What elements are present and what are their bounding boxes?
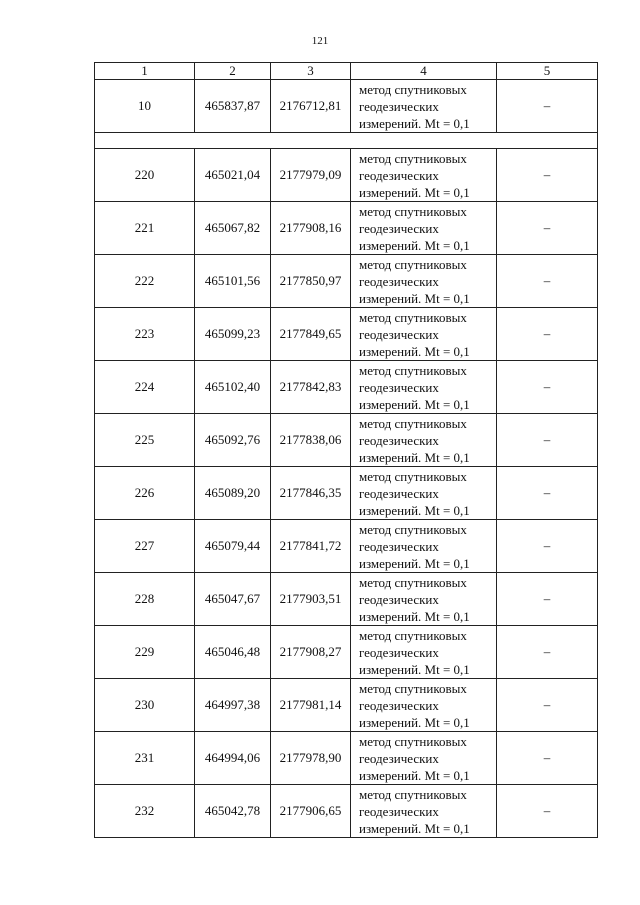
method-line: измерений. Mt = 0,1 bbox=[359, 767, 470, 783]
coord-y: 2176712,81 bbox=[271, 80, 351, 133]
point-id: 220 bbox=[95, 149, 195, 202]
coord-y: 2177978,90 bbox=[271, 732, 351, 785]
column-header: 4 bbox=[351, 63, 497, 80]
column-header: 5 bbox=[497, 63, 598, 80]
method-line: геодезических bbox=[359, 644, 439, 660]
method-line: геодезических bbox=[359, 167, 439, 183]
coord-y: 2177850,97 bbox=[271, 255, 351, 308]
method-line: метод спутниковых bbox=[359, 256, 467, 272]
point-id: 221 bbox=[95, 202, 195, 255]
coord-x: 464997,38 bbox=[195, 679, 271, 732]
coord-x: 465067,82 bbox=[195, 202, 271, 255]
coord-x: 465047,67 bbox=[195, 573, 271, 626]
method-line: метод спутниковых bbox=[359, 733, 467, 749]
method-line: измерений. Mt = 0,1 bbox=[359, 449, 470, 465]
method-line: измерений. Mt = 0,1 bbox=[359, 714, 470, 730]
method-cell bbox=[351, 202, 497, 255]
method-line: метод спутниковых bbox=[359, 468, 467, 484]
method-line: геодезических bbox=[359, 273, 439, 289]
table-row bbox=[95, 414, 598, 467]
method-cell bbox=[351, 467, 497, 520]
table-row bbox=[95, 520, 598, 573]
method-line: геодезических bbox=[359, 538, 439, 554]
coord-y: 2177838,06 bbox=[271, 414, 351, 467]
method-cell bbox=[351, 361, 497, 414]
dash-cell: – bbox=[497, 679, 598, 732]
method-line: измерений. Mt = 0,1 bbox=[359, 555, 470, 571]
column-header: 2 bbox=[195, 63, 271, 80]
method-line: измерений. Mt = 0,1 bbox=[359, 608, 470, 624]
table-row bbox=[95, 573, 598, 626]
method-line: измерений. Mt = 0,1 bbox=[359, 290, 470, 306]
method-cell bbox=[351, 732, 497, 785]
dash-cell: – bbox=[497, 255, 598, 308]
point-id: 222 bbox=[95, 255, 195, 308]
coord-x: 465042,78 bbox=[195, 785, 271, 838]
method-line: метод спутниковых bbox=[359, 680, 467, 696]
method-line: измерений. Mt = 0,1 bbox=[359, 396, 470, 412]
dash-cell: – bbox=[497, 520, 598, 573]
table-row bbox=[95, 80, 598, 133]
gap-cell bbox=[95, 133, 598, 149]
point-id: 10 bbox=[95, 80, 195, 133]
coord-x: 464994,06 bbox=[195, 732, 271, 785]
method-cell bbox=[351, 679, 497, 732]
dash-cell: – bbox=[497, 361, 598, 414]
dash-cell: – bbox=[497, 626, 598, 679]
point-id: 230 bbox=[95, 679, 195, 732]
coord-y: 2177903,51 bbox=[271, 573, 351, 626]
coord-x: 465079,44 bbox=[195, 520, 271, 573]
point-id: 224 bbox=[95, 361, 195, 414]
coord-x: 465046,48 bbox=[195, 626, 271, 679]
coord-x: 465837,87 bbox=[195, 80, 271, 133]
coord-y: 2177849,65 bbox=[271, 308, 351, 361]
table-row bbox=[95, 255, 598, 308]
method-line: метод спутниковых bbox=[359, 521, 467, 537]
coordinates-table bbox=[94, 62, 598, 838]
point-id: 226 bbox=[95, 467, 195, 520]
table-row bbox=[95, 149, 598, 202]
method-line: геодезических bbox=[359, 220, 439, 236]
method-line: геодезических bbox=[359, 326, 439, 342]
table-row bbox=[95, 202, 598, 255]
point-id: 225 bbox=[95, 414, 195, 467]
header-row bbox=[95, 63, 598, 80]
method-cell bbox=[351, 573, 497, 626]
method-line: геодезических bbox=[359, 697, 439, 713]
coord-x: 465021,04 bbox=[195, 149, 271, 202]
method-line: метод спутниковых bbox=[359, 150, 467, 166]
method-line: метод спутниковых bbox=[359, 309, 467, 325]
table-row bbox=[95, 785, 598, 838]
table-row bbox=[95, 732, 598, 785]
method-line: измерений. Mt = 0,1 bbox=[359, 184, 470, 200]
method-line: метод спутниковых bbox=[359, 415, 467, 431]
method-line: измерений. Mt = 0,1 bbox=[359, 661, 470, 677]
column-header: 1 bbox=[95, 63, 195, 80]
dash-cell: – bbox=[497, 785, 598, 838]
method-cell bbox=[351, 149, 497, 202]
gap-row bbox=[95, 133, 598, 149]
method-line: метод спутниковых bbox=[359, 574, 467, 590]
coord-x: 465102,40 bbox=[195, 361, 271, 414]
method-line: геодезических bbox=[359, 379, 439, 395]
coord-y: 2177979,09 bbox=[271, 149, 351, 202]
method-line: геодезических bbox=[359, 98, 439, 114]
coord-y: 2177906,65 bbox=[271, 785, 351, 838]
coord-x: 465092,76 bbox=[195, 414, 271, 467]
coord-y: 2177981,14 bbox=[271, 679, 351, 732]
coord-x: 465089,20 bbox=[195, 467, 271, 520]
method-line: метод спутниковых bbox=[359, 627, 467, 643]
table-row bbox=[95, 467, 598, 520]
dash-cell: – bbox=[497, 467, 598, 520]
method-line: геодезических bbox=[359, 803, 439, 819]
dash-cell: – bbox=[497, 308, 598, 361]
coord-y: 2177842,83 bbox=[271, 361, 351, 414]
method-line: метод спутниковых bbox=[359, 81, 467, 97]
method-line: геодезических bbox=[359, 485, 439, 501]
point-id: 228 bbox=[95, 573, 195, 626]
method-cell bbox=[351, 80, 497, 133]
method-cell bbox=[351, 308, 497, 361]
coord-y: 2177846,35 bbox=[271, 467, 351, 520]
method-line: измерений. Mt = 0,1 bbox=[359, 115, 470, 131]
coord-y: 2177908,27 bbox=[271, 626, 351, 679]
method-cell bbox=[351, 626, 497, 679]
page-number: 121 bbox=[311, 35, 329, 47]
coord-y: 2177908,16 bbox=[271, 202, 351, 255]
method-line: метод спутниковых bbox=[359, 786, 467, 802]
method-cell bbox=[351, 785, 497, 838]
table-row bbox=[95, 361, 598, 414]
method-line: метод спутниковых bbox=[359, 362, 467, 378]
coord-x: 465101,56 bbox=[195, 255, 271, 308]
dash-cell: – bbox=[497, 149, 598, 202]
dash-cell: – bbox=[497, 414, 598, 467]
table-row bbox=[95, 308, 598, 361]
table-row bbox=[95, 626, 598, 679]
point-id: 229 bbox=[95, 626, 195, 679]
column-header: 3 bbox=[271, 63, 351, 80]
coord-x: 465099,23 bbox=[195, 308, 271, 361]
dash-cell: – bbox=[497, 573, 598, 626]
method-line: метод спутниковых bbox=[359, 203, 467, 219]
dash-cell: – bbox=[497, 80, 598, 133]
table-row bbox=[95, 679, 598, 732]
point-id: 232 bbox=[95, 785, 195, 838]
method-line: геодезических bbox=[359, 750, 439, 766]
method-line: геодезических bbox=[359, 432, 439, 448]
dash-cell: – bbox=[497, 732, 598, 785]
method-cell bbox=[351, 520, 497, 573]
point-id: 231 bbox=[95, 732, 195, 785]
method-line: измерений. Mt = 0,1 bbox=[359, 502, 470, 518]
coord-y: 2177841,72 bbox=[271, 520, 351, 573]
point-id: 223 bbox=[95, 308, 195, 361]
method-line: измерений. Mt = 0,1 bbox=[359, 820, 470, 836]
dash-cell: – bbox=[497, 202, 598, 255]
method-cell bbox=[351, 255, 497, 308]
method-line: геодезических bbox=[359, 591, 439, 607]
method-line: измерений. Mt = 0,1 bbox=[359, 237, 470, 253]
point-id: 227 bbox=[95, 520, 195, 573]
method-cell bbox=[351, 414, 497, 467]
method-line: измерений. Mt = 0,1 bbox=[359, 343, 470, 359]
